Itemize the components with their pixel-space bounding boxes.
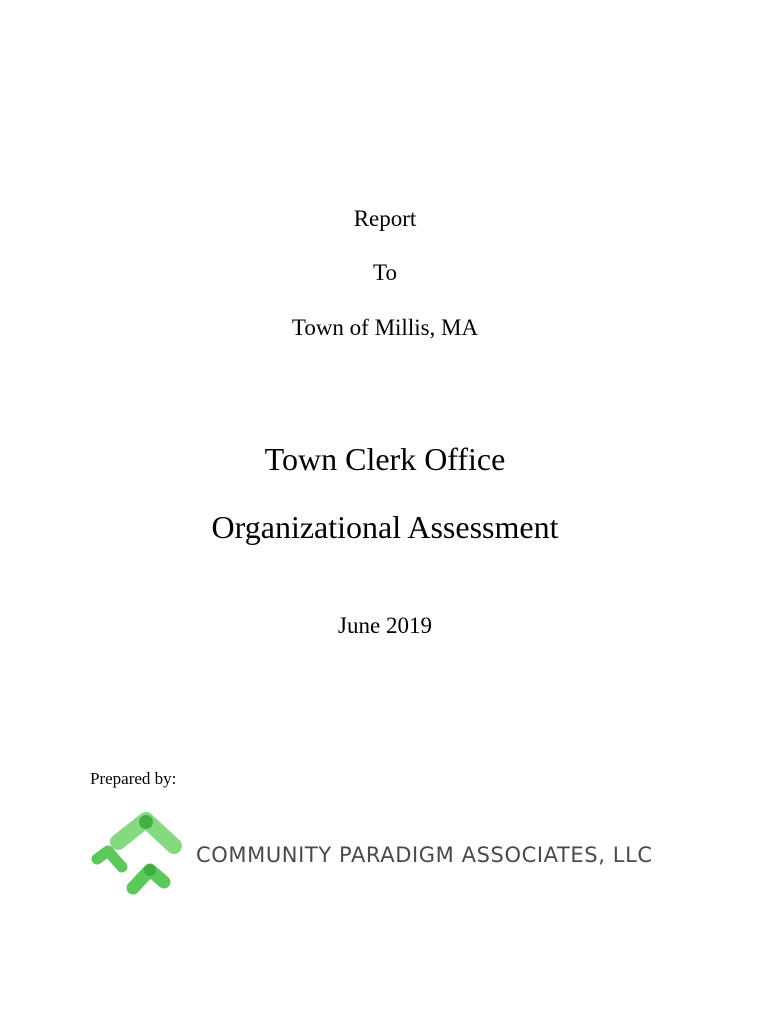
document-subtitle: Organizational Assessment <box>211 509 559 545</box>
chevron-arrows-logo-icon <box>88 812 184 896</box>
recipient-text: Town of Millis, MA <box>291 315 479 340</box>
company-logo <box>88 812 184 896</box>
report-heading: Report <box>353 206 417 231</box>
to-text: To <box>373 260 397 285</box>
company-name: COMMUNITY PARADIGM ASSOCIATES, LLC <box>196 843 653 867</box>
document-title: Town Clerk Office <box>264 441 506 477</box>
document-date: June 2019 <box>338 613 432 638</box>
prepared-by-label: Prepared by: <box>90 769 177 788</box>
